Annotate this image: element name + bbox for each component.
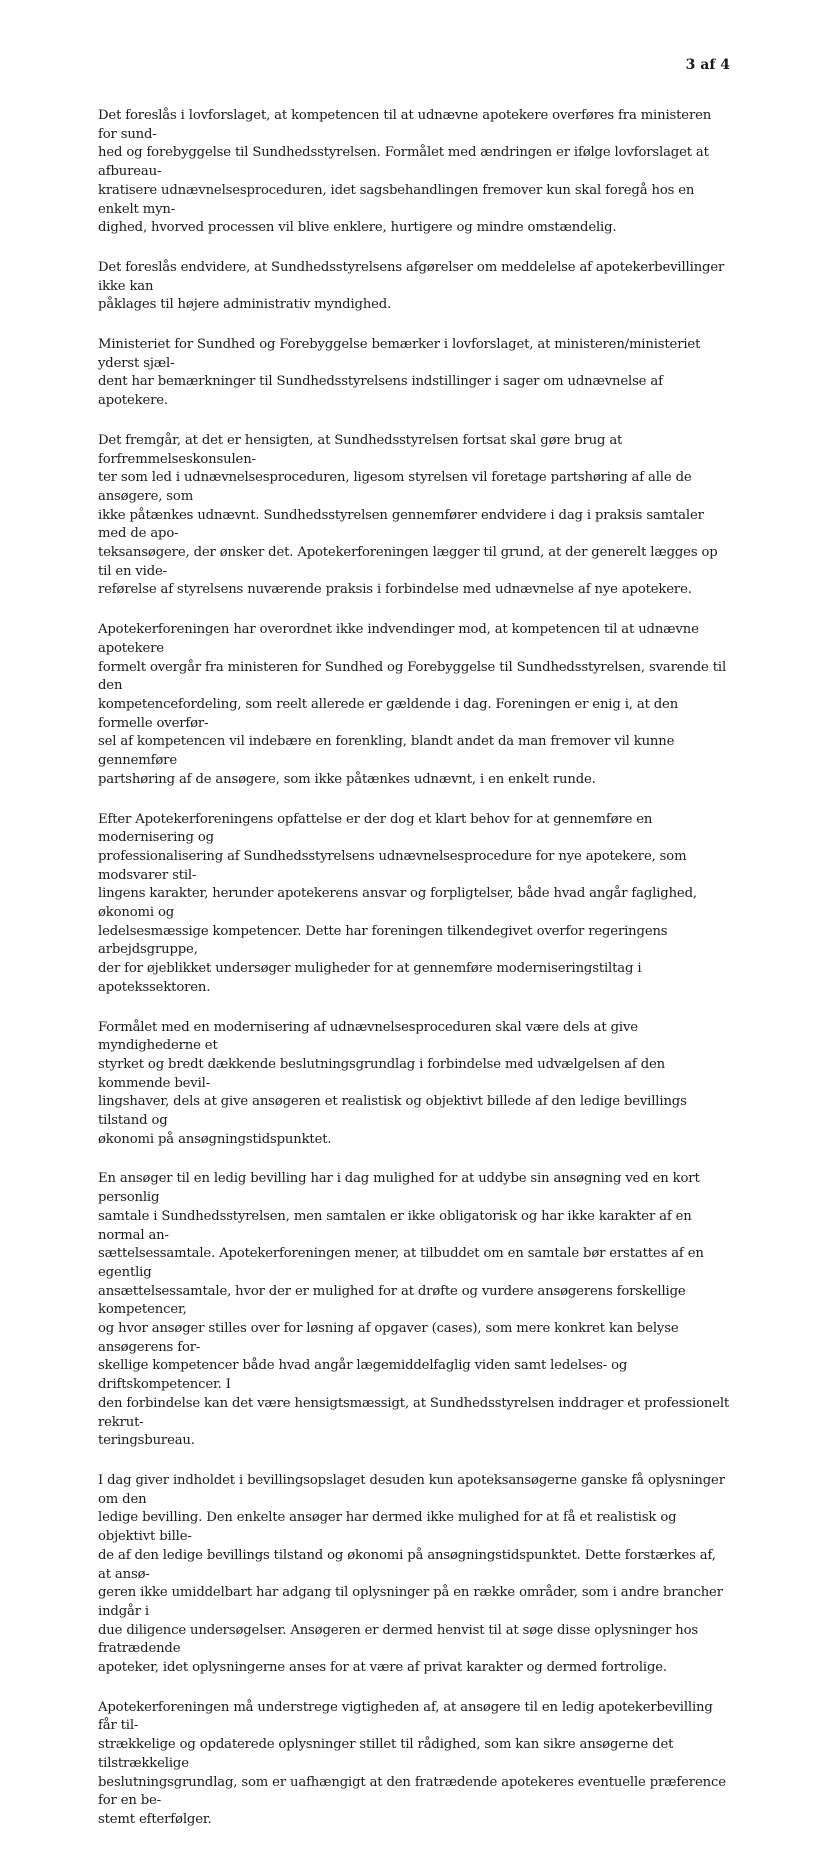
- paragraph-9: I dag giver indholdet i bevillingsopslaget desuden kun apoteksansøgerne ganske få oplysninger om den ledige bevilling. Den enkelte ansøger har dermed ikke mulighed for at få et realistisk og objektivt bille- de af den ledige bevillings tilstand og økonomi på ansøgningstidspunktet. Dette forstærkes af, at ansø- geren ikke umiddelbart har adgang til oplysninger på en række områder, som i andre brancher indgår i due diligence undersøgelser. Ansøgeren er dermed henvist til at søge disse oplysninger hos fratrædende apoteker, idet oplysningerne anses for at være af privat karakter og dermed fortrolige.: [98, 1473, 725, 1676]
- paragraph-5: Apotekerforeningen har overordnet ikke indvendinger mod, at kompetencen til at udnævne apotekere formelt overgår fra ministeren for Sundhed og Forebyggelse til Sundhedsstyrelsen, svarende til den kompetencefordeling, som reelt allerede er gældende i dag. Foreningen er enig i, at den formelle overfør- sel af kompetencen vil indebære en forenkling, blandt andet da man fremover vil kunne gennemføre partshøring af de ansøgere, som ikke påtænkes udnævnt, i en enkelt runde.: [98, 622, 727, 787]
- paragraph-7: Formålet med en modernisering af udnævnelsesproceduren skal være dels at give myndighederne et styrket og bredt dækkende beslutningsgrundlag i forbindelse med udvælgelsen af den kommende bevil- lingshaver, dels at give ansøgeren et realistisk og objektivt billede af den ledige bevillings tilstand og økonomi på ansøgningstidspunktet.: [98, 1019, 687, 1147]
- paragraph-3: Ministeriet for Sundhed og Forebyggelse bemærker i lovforslaget, at ministeren/ministeriet yderst sjæl- dent har bemærkninger til Sundhedsstyrelsens indstillinger i sager om udnævnelse af apotekere.: [98, 337, 701, 409]
- paragraph-10: Apotekerforeningen må understrege vigtigheden af, at ansøgere til en ledig apotekerbevilling får til- strækkelige og opdaterede oplysninger stillet til rådighed, som kan sikre ansøgerne det tilstrækkelige beslutningsgrundlag, som er uafhængigt at den fratrædende apotekeres eventuelle præference for en be- stemt efterfølger.: [98, 1699, 726, 1827]
- paragraph-2: Det foreslås endvidere, at Sundhedsstyrelsens afgørelser om meddelelse af apotekerbevillinger ikke kan påklages til højere administrativ myndighed.: [98, 259, 725, 313]
- paragraph-6: Efter Apotekerforeningens opfattelse er der dog et klart behov for at gennemføre en modernisering og professionalisering af Sundhedsstyrelsens udnævnelsesprocedure for nye apotekere, som modsvarer stil- lingens karakter, herunder apotekerens ansvar og forpligtelser, både hvad angår faglighed, økonomi og ledelsesmæssige kompetencer. Dette har foreningen tilkendegivet overfor regeringens arbejdsgruppe, der for øjeblikket undersøger muligheder for at gennemføre moderniseringstiltag i apotekssektoren.: [98, 811, 697, 995]
- paragraph-8: En ansøger til en ledig bevilling har i dag mulighed for at uddybe sin ansøgning ved en kort personlig samtale i Sundhedsstyrelsen, men samtalen er ikke obligatorisk og har ikke karakter af en normal an- sættelsessamtale. Apotekerforeningen mener, at tilbuddet om en samtale bør erstattes af en egentlig ansættelsessamtale, hvor der er mulighed for at drøfte og vurdere ansøgerens forskellige kompetencer, og hvor ansøger stilles over for løsning af opgaver (cases), som mere konkret kan belyse ansøgerens for- skellige kompetencer både hvad angår lægemiddelfaglig viden samt ledelses- og driftskompetencer. I den forbindelse kan det være hensigtsmæssigt, at Sundhedsstyrelsen inddrager et professionelt rekrut- teringsbureau.: [98, 1171, 730, 1449]
- page-number: 3 af 4: [685, 57, 730, 73]
- paragraph-1: Det foreslås i lovforslaget, at kompetencen til at udnævne apotekere overføres fra ministeren for sund- hed og forebyggelse til Sundhedsstyrelsen. Formålet med ændringen er ifølge lovforslaget at afbureau- kratisere udnævnelsesproceduren, idet sagsbehandlingen fremover kun skal foregå hos en enkelt myn- dighed, hvorved processen vil blive enklere, hurtigere og mindre omstændelig.: [98, 108, 712, 236]
- paragraph-4: Det fremgår, at det er hensigten, at Sundhedsstyrelsen fortsat skal gøre brug at forfremmelseskonsulen- ter som led i udnævnelsesproceduren, ligesom styrelsen vil foretage partshøring af alle de ansøgere, som ikke påtænkes udnævnt. Sundhedsstyrelsen gennemfører endvidere i dag i praksis samtaler med de apo- teksansøgere, der ønsker det. Apotekerforeningen lægger til grund, at der generelt lægges op til en vide- reførelse af styrelsens nuværende praksis i forbindelse med udnævnelse af nye apotekere.: [98, 432, 718, 598]
- body-text: [98, 107, 732, 1851]
